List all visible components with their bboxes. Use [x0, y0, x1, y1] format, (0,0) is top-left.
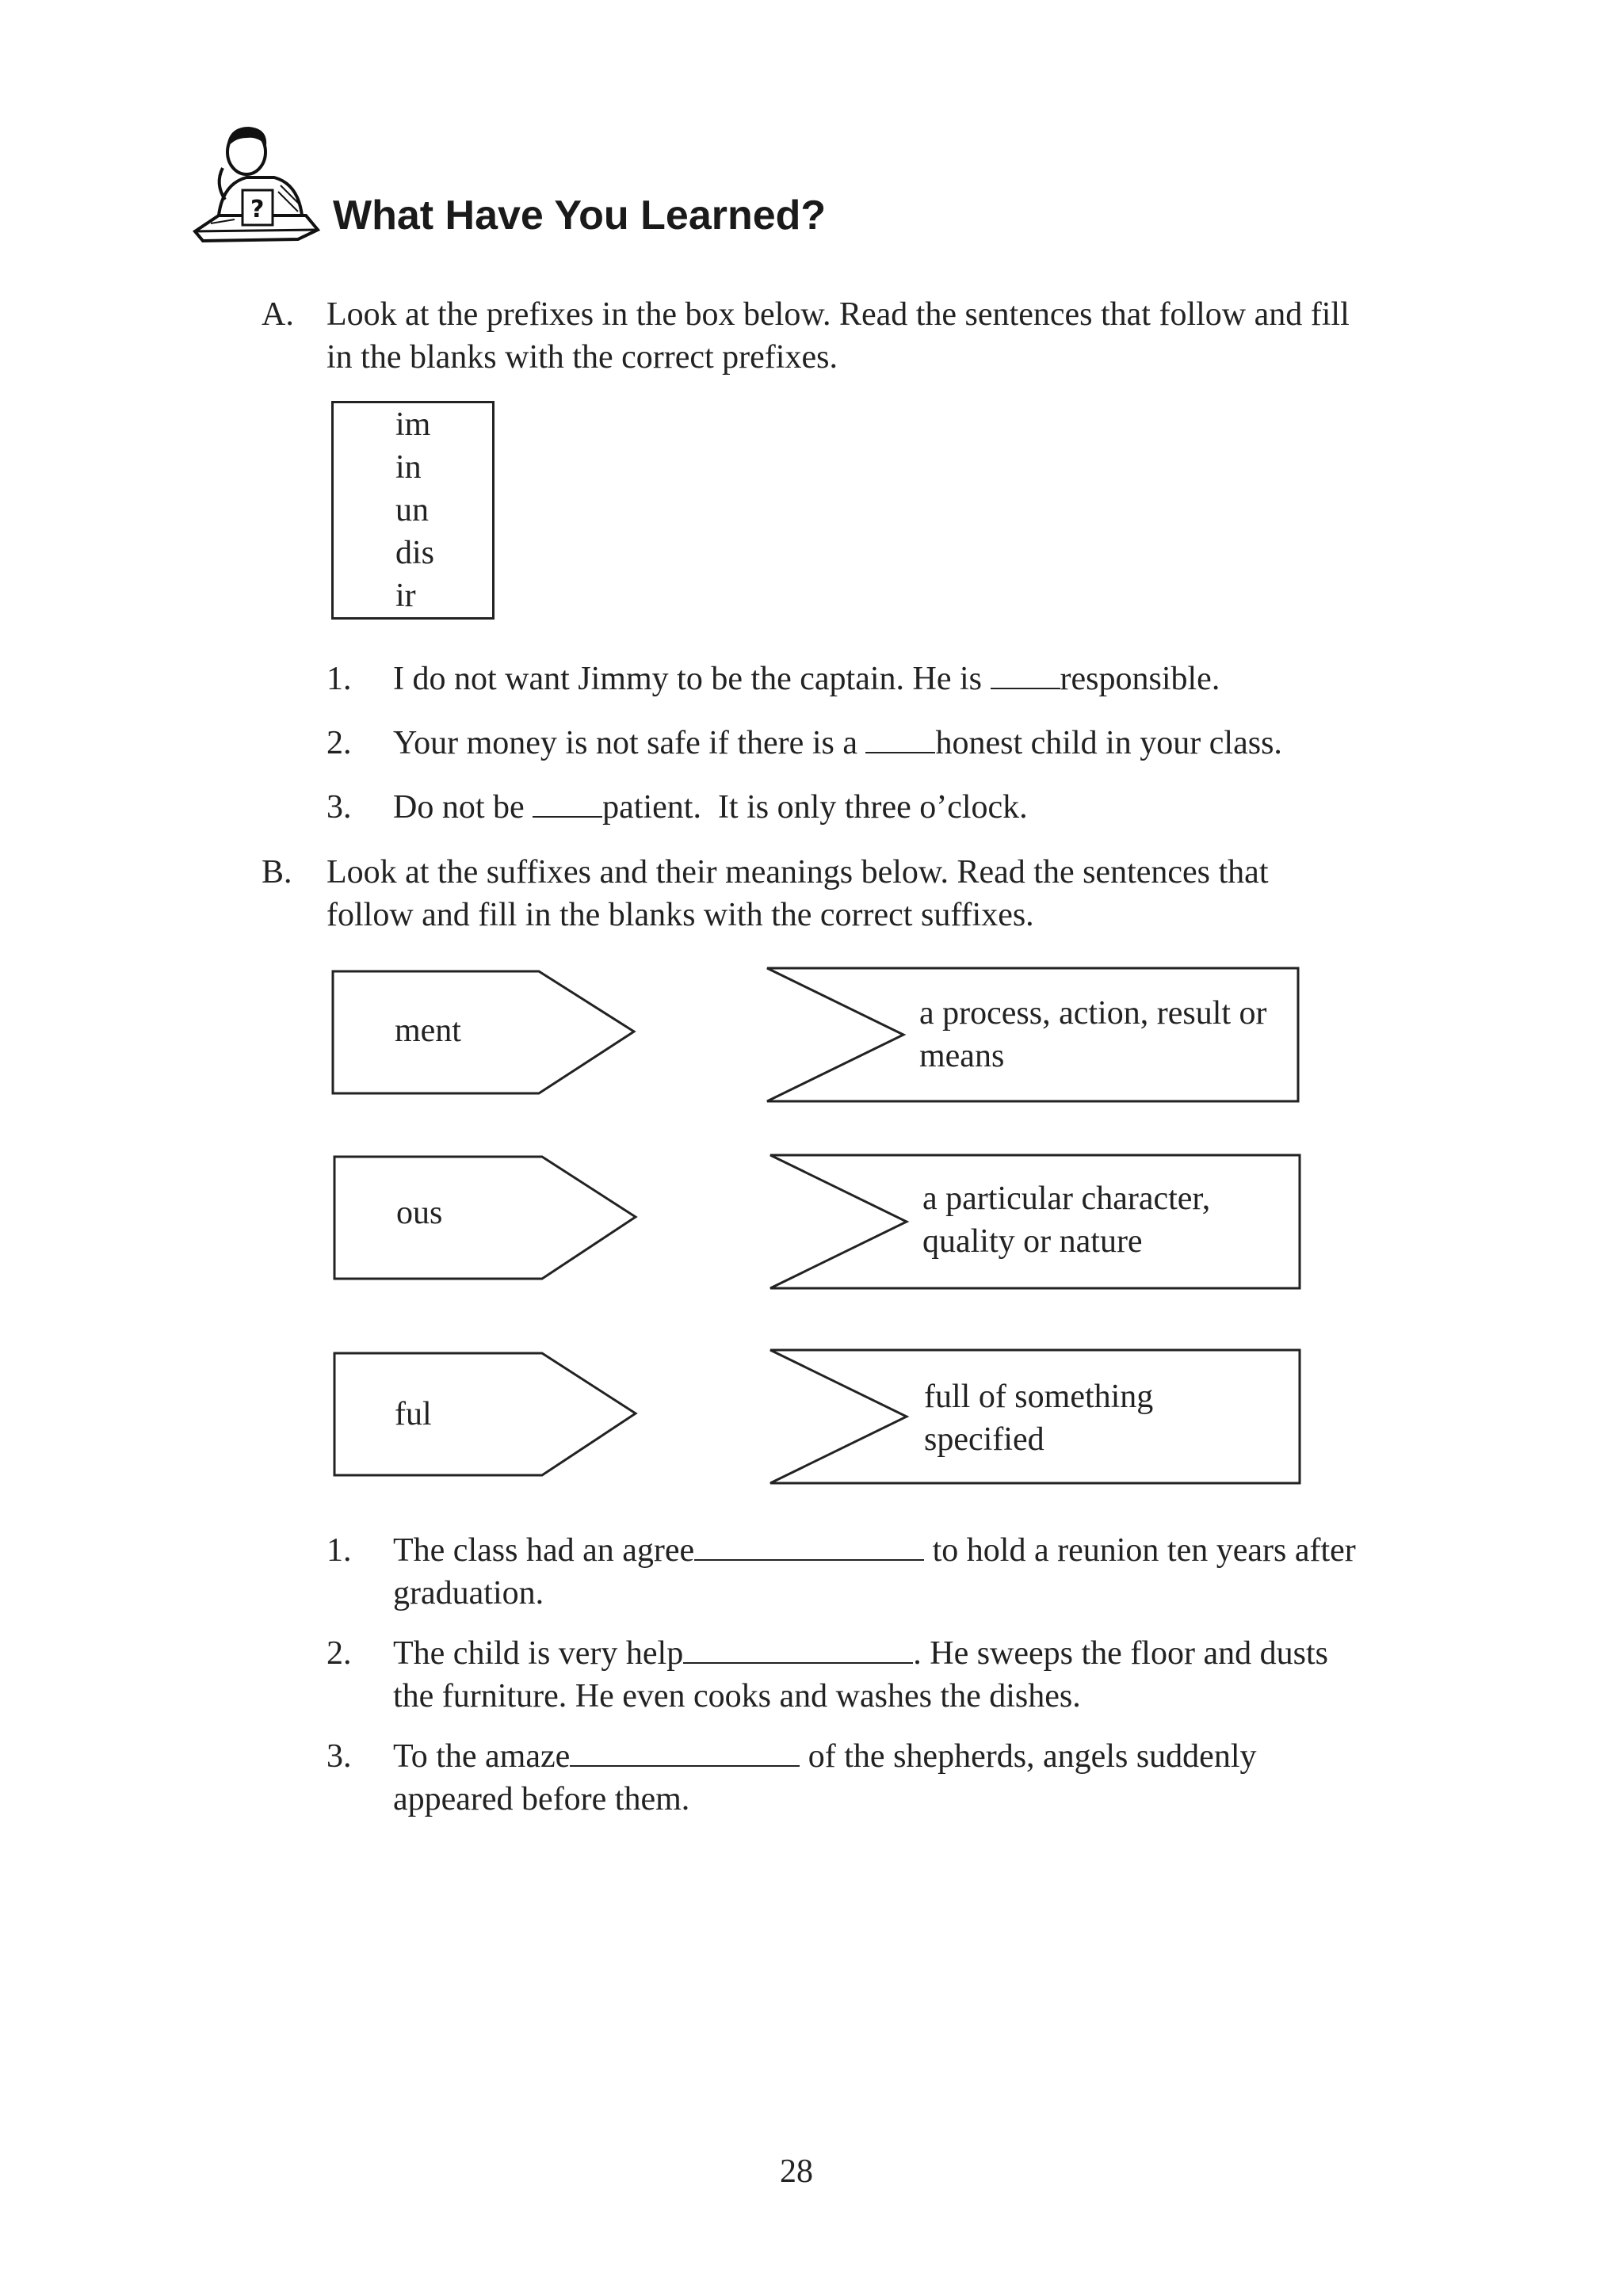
suffix-meaning-line1: a particular character, [922, 1180, 1211, 1217]
question-b2-after: . He sweeps the floor and dusts [913, 1635, 1328, 1672]
question-a3-after: patient. It is only three o’clock. [602, 789, 1028, 826]
svg-text:?: ? [250, 196, 265, 223]
prefix-item: ir [395, 578, 416, 614]
section-a-instruction-line1: Look at the prefixes in the box below. Read the sentences that follow and fill [327, 296, 1350, 333]
question-b1-line2: graduation. [393, 1575, 544, 1611]
question-a1-number: 1. [327, 661, 352, 697]
question-a3-number: 3. [327, 789, 352, 826]
section-a-letter: A. [262, 296, 294, 333]
question-b1-after: to hold a reunion ten years after [924, 1532, 1356, 1569]
prefix-item: dis [395, 535, 435, 571]
suffix-arrow-shape [333, 971, 634, 1093]
suffix-label: ful [395, 1396, 432, 1432]
question-b2-before: The child is very help [393, 1635, 684, 1672]
suffix-label: ous [396, 1195, 443, 1231]
suffix-meaning-line1: full of something [924, 1379, 1154, 1415]
suffix-arrow-shape [334, 1353, 636, 1475]
answer-blank[interactable] [570, 1762, 800, 1767]
suffix-meaning-line2: specified [924, 1421, 1044, 1458]
question-b3-after: of the shepherds, angels suddenly [800, 1738, 1257, 1775]
question-b1 [393, 1529, 1356, 1572]
question-b2-line2: the furniture. He even cooks and washes the dishes. [393, 1678, 1081, 1714]
suffix-meaning-line1: a process, action, result or [919, 995, 1267, 1032]
question-a2-after: honest child in your class. [935, 725, 1282, 761]
question-b1-number: 1. [327, 1532, 352, 1569]
question-a2-number: 2. [327, 725, 352, 761]
page-number: 28 [780, 2153, 813, 2190]
question-a1-before: I do not want Jimmy to be the captain. He is [393, 661, 991, 697]
prefix-item: in [395, 449, 422, 486]
section-a-instruction-line2: in the blanks with the correct prefixes. [327, 339, 838, 376]
suffix-meaning-line2: quality or nature [922, 1223, 1143, 1260]
question-a2-before: Your money is not safe if there is a [393, 725, 866, 761]
question-b3-before: To the amaze [393, 1738, 571, 1775]
suffix-arrow-shape [334, 1157, 636, 1279]
section-b-instruction-line1: Look at the suffixes and their meanings below. Read the sentences that [327, 854, 1269, 891]
question-a3-before: Do not be [393, 789, 533, 826]
suffix-meaning-line2: means [919, 1038, 1005, 1074]
question-b3 [393, 1735, 1257, 1778]
question-b1-before: The class had an agree [393, 1532, 695, 1569]
meaning-chevron-shape [767, 968, 1298, 1101]
page-title: What Have You Learned? [333, 193, 827, 238]
suffix-label: ment [395, 1013, 461, 1049]
question-b2 [393, 1632, 1328, 1675]
question-a1-after: responsible. [1060, 661, 1220, 697]
question-b3-line2: appeared before them. [393, 1781, 690, 1817]
prefix-item: un [395, 492, 429, 528]
section-b-instruction-line2: follow and fill in the blanks with the correct suffixes. [327, 897, 1034, 933]
prefix-item: im [395, 406, 431, 443]
question-b2-number: 2. [327, 1635, 352, 1672]
question-b3-number: 3. [327, 1738, 352, 1775]
answer-blank[interactable] [694, 1556, 924, 1561]
section-b-letter: B. [262, 854, 292, 891]
answer-blank[interactable] [683, 1659, 913, 1664]
